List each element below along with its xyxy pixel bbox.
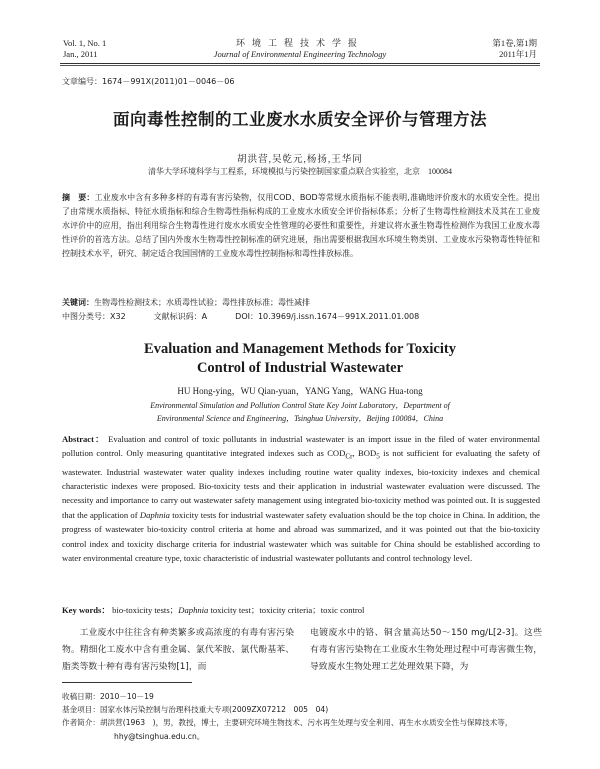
body-column-right: 电镀废水中的铬、铜含量高达50～150 mg/L[2-3]。这些有毒有害污染物在工业废水生物处理过程中可毒害微生物，导致废水生物处理工艺处理效果下降，为 — [310, 628, 542, 672]
volume-issue-en: Vol. 1, No. 1 — [63, 38, 107, 48]
keywords-en-part1: bio-toxicity tests； — [112, 605, 179, 615]
header-left — [63, 38, 106, 60]
abstract-cn-text: 工业废水中含有多种多样的有毒有害污染物，仅用COD、BOD等常规水质指标不能表明,准确地评价废水的水质安全性。提出了由常规水质指标、特征水质指标和综合生物毒性指标构成的工业废水水质安全评价指标体系；分析了生物毒性检测技术及其在工业废水评价中的应用，指出利用综合生物毒性进行废水水质安全性管理的必要性和重要性，并建议将水蚤生物毒性检测作为我国工业废水毒性评价的首选方法。总结了国内外废水生物毒性控制标准的研究进展，指出需要根据我国水环境生物类别、工业废水污染物毒性特征和控制技术水平，研究、制定适合我国国情的工业废水毒性控制指标和毒性排放标准。 — [62, 193, 540, 258]
abstract-cn-label: 摘 要： — [62, 193, 95, 202]
journal-name-en: Journal of Environmental Engineering Technology — [213, 49, 387, 59]
daphnia-italic: Daphnia — [139, 509, 170, 520]
keywords-cn-text: 生物毒性检测技术；水质毒性试验；毒性排放标准；毒性减排 — [94, 298, 310, 307]
authors-cn: 胡洪营,吴乾元,杨扬,王华同 — [237, 155, 363, 165]
abstract-en-label: Abstract： — [62, 434, 105, 444]
title-cn: 面向毒性控制的工业废水水质安全评价与管理方法 — [113, 110, 487, 129]
keywords-cn-label: 关键词： — [62, 298, 94, 307]
abstract-cn — [62, 191, 540, 261]
date-en: Jan., 2011 — [63, 49, 98, 59]
header-rule-thin — [60, 65, 540, 66]
header-rule — [60, 63, 540, 64]
abstract-en-part3: is not sufficient for evaluating the safety of wastewater. Industrial wastewater water quality indexes including routine water quality indexes, bio-toxicity indexes and chemical characteristic indexes were proposed. Bio-toxicity tests and their application in industrial wastewater evaluation were discussed. The necessity and importance to carry out wastewater safety management using integrated bio-toxicity method was pointed out. It is suggested that the application of — [62, 448, 540, 520]
affiliation-cn: 清华大学环境科学与工程系，环境模拟与污染控制国家重点联合实验室，北京 100084 — [148, 167, 452, 176]
author-email: hhy@tsinghua.edu.cn。 — [114, 731, 205, 741]
classification-cn — [62, 310, 540, 323]
title-en-line1: Evaluation and Management Methods for Toxicity — [144, 341, 456, 357]
abstract-en-part2: , BOD — [352, 448, 377, 459]
title-en-line2: Control of Industrial Wastewater — [196, 360, 404, 376]
article-number: 文章编号：1674－991X(2011)01－0046－06 — [62, 77, 235, 86]
volume-issue-cn: 第1卷,第1期 — [492, 38, 537, 48]
footnotes — [62, 690, 540, 743]
keywords-en-italic: Daphnia — [178, 605, 209, 615]
abstract-en-part1: Evaluation and control of toxic pollutants in industrial wastewater is an import issue in the filed of water environmental pollution control. Only measuring quantitative integrated indexes such as COD — [62, 434, 540, 459]
keywords-cn — [62, 296, 540, 309]
abstract-en — [62, 432, 540, 565]
cod-subscript: Cr — [345, 453, 353, 462]
keywords-en-part2: toxicity test；toxicity criteria；toxic control — [208, 605, 365, 615]
keywords-en — [62, 604, 540, 616]
affiliation-en — [0, 399, 600, 425]
received-date: 收稿日期：2010－10－19 — [62, 692, 154, 701]
affiliation-en-line2: Environmental Science and Engineering，Tsinghua University，Beijing 100084，China — [156, 414, 444, 423]
header-right — [492, 38, 537, 60]
header-center — [180, 38, 420, 60]
doi: DOI：10.3969/j.issn.1674－991X.2011.01.008 — [235, 312, 420, 321]
title-en — [0, 340, 600, 378]
abstract-en-part4: toxicity tests for industrial wastewater safety evaluation should be the top choice in China. In addition, the progress of wastewater bio-toxicity control criteria at home and abroad was summarized, and it was pointed out that the bio-toxicity control index and toxicity discharge criteria for industrial wastewater which was suitable for China should be established according to water environmental creature type, toxic characteristic of industrial wastewater pollutants and control technology level. — [62, 509, 540, 563]
journal-name-cn: 环境工程技术学报 — [235, 38, 364, 48]
author-bio: 作者简介：胡洪营(1963 )，男，教授，博士，主要研究环境生物技术、污水再生处理与安全利用、再生水水质安全性与保障技术等， — [62, 718, 513, 728]
footnote-rule — [62, 682, 192, 683]
bod-subscript: 5 — [376, 453, 380, 462]
document-code: 文献标识码：A — [153, 312, 208, 321]
authors-en: HU Hong-ying，WU Qian-yuan，YANG Yang，WANG Hua-tong — [177, 386, 423, 396]
clc-number: 中图分类号：X32 — [62, 312, 126, 321]
keywords-en-label: Key words： — [62, 605, 110, 615]
affiliation-en-line1: Environmental Simulation and Pollution Control State Key Joint Laboratory，Department of — [150, 401, 450, 410]
body-column-left: 工业废水中往往含有种类繁多或高浓度的有毒有害污染物。精细化工废水中含有重金属、氯代苯胺、氯代酚基苯、脂类等数十种有毒有害污染物[1]，而 — [62, 628, 294, 672]
date-cn: 2011年1月 — [499, 49, 537, 59]
fund-project: 基金项目：国家水体污染控制与治理科技重大专项(2009ZX07212 005 04) — [62, 705, 329, 715]
